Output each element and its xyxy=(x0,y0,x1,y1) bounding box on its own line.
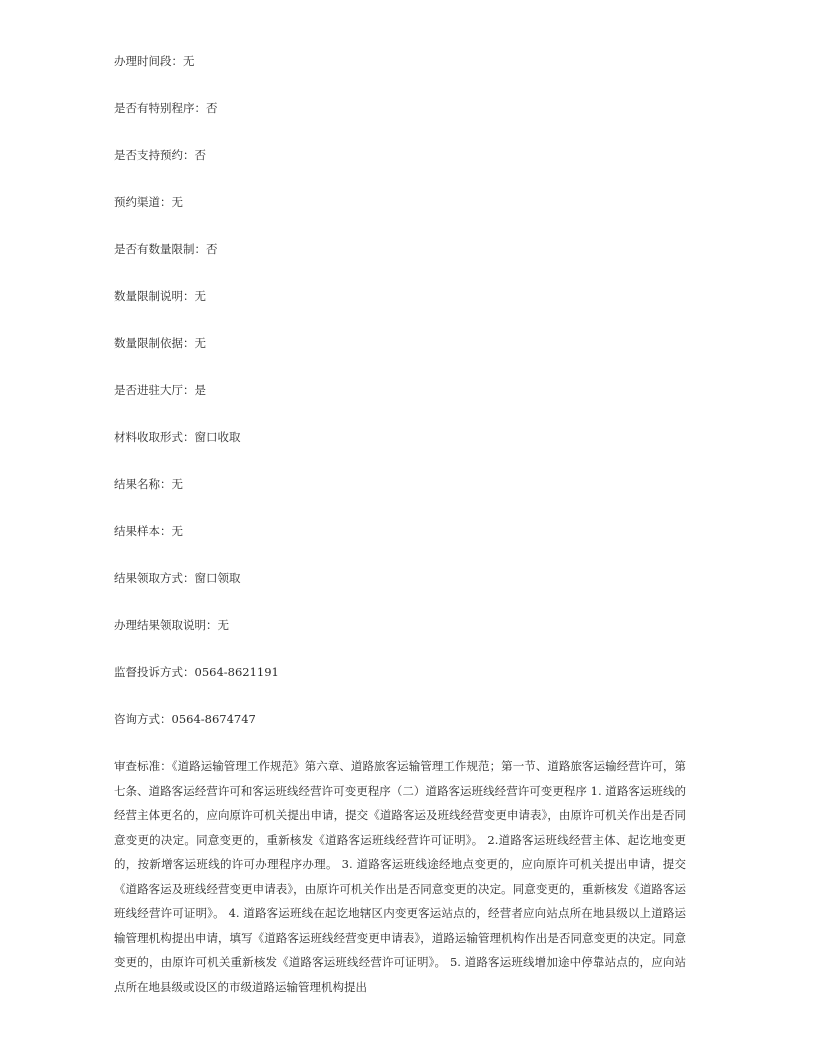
field-result-sample: 结果样本：无 xyxy=(114,524,183,538)
review-standard-paragraph: 审查标准：《道路运输管理工作规范》第六章、道路旅客运输管理工作规范；第一节、道路旅客运输经营许可，第七条、道路客运经营许可和客运班线经营许可变更程序（二）道路客运班线经营许可变更程序 1. 道路客运班线的经营主体更名的，应向原许可机关提出申请，提交《道路客运及班线经营变更申请表》，由原许可机关作出是否同意变更的决定。同意变更的，重新核发《道路客运班线经营许可证明》。 2.道路客运班线经营主体、起讫地变更的，按新增客运班线的许可办理程序办理。 3. 道路客运班线途经地点变更的，应向原许可机关提出申请，提交《道路客运及班线经营变更申请表》，由原许可机关作出是否同意变更的决定。同意变更的，重新核发《道路客运班线经营许可证明》。 4. 道路客运班线在起讫地辖区内变更客运站点的，经营者应向站点所在地县级以上道路运输管理机构提出申请，填写《道路客运班线经营变更申请表》，道路运输管理机构作出是否同意变更的决定。同意变更的，由原许可机关重新核发《道路客运班线经营许可证明》。 5. 道路客运班线增加途中停靠站点的，应向站点所在地县级或设区的市级道路运输管理机构提出 xyxy=(114,759,686,994)
field-material-collection: 材料收取形式：窗口收取 xyxy=(114,430,241,444)
field-special-procedure: 是否有特别程序：否 xyxy=(114,101,218,115)
field-reservation-channel: 预约渠道：无 xyxy=(114,195,183,209)
field-quantity-limit-note: 数量限制说明：无 xyxy=(114,289,206,303)
field-inquiry-phone: 咨询方式：0564-8674747 xyxy=(114,712,256,726)
field-reservation-support: 是否支持预约：否 xyxy=(114,148,206,162)
field-in-service-hall: 是否进驻大厅：是 xyxy=(114,383,206,397)
field-complaint-phone: 监督投诉方式：0564-8621191 xyxy=(114,665,279,679)
field-result-name: 结果名称：无 xyxy=(114,477,183,491)
field-quantity-limit: 是否有数量限制：否 xyxy=(114,242,218,256)
field-result-pickup-note: 办理结果领取说明：无 xyxy=(114,618,229,632)
field-result-pickup-method: 结果领取方式：窗口领取 xyxy=(114,571,241,585)
field-processing-time: 办理时间段：无 xyxy=(114,54,195,68)
field-quantity-limit-basis: 数量限制依据：无 xyxy=(114,336,206,350)
